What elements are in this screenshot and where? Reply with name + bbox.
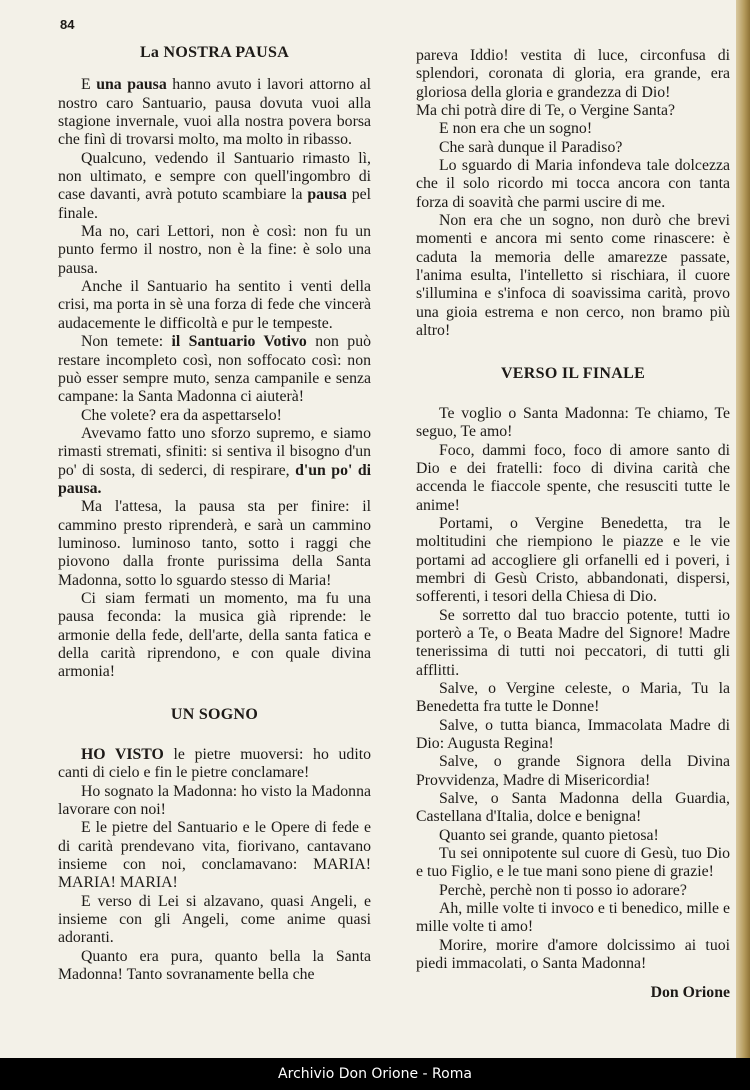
- paragraph: Te voglio o Santa Madonna: Te chiamo, Te seguo, Te amo!: [416, 404, 730, 441]
- paragraph: Perchè, perchè non ti posso io adorare?: [439, 881, 687, 899]
- page-edge: [736, 0, 750, 1090]
- paragraph: Quanto sei grande, quanto pietosa!: [439, 826, 659, 844]
- paragraph: Non era che un sogno, non durò che brevi momenti e ancora mi sento come rinascere: è caduta la memoria delle amarezze passate, l'anima esulta, l'intelletto si rischiara, il cuore s'illumina e s'infoca di soavissima carità, provo una gioia estrema e non cerco, non bramo più altro!: [416, 212, 730, 340]
- paragraph-text: Non temete:: [81, 333, 164, 351]
- paragraph-text: Avevamo fatto uno sforzo supremo, e siamo rimasti stremati, sfiniti: si sentiva il bisogno d'un po' di sosta, di sederci, di respirare,: [58, 424, 371, 479]
- paragraph: Tu sei onnipotente sul cuore di Gesù, tuo Dio e tuo Figlio, e le tue mani sono piene di grazie!: [416, 845, 730, 881]
- article-title-un-sogno: UN SOGNO: [170, 705, 259, 723]
- paragraph: [58, 333, 371, 406]
- paragraph: Morire, morire d'amore dolcissimo ai tuoi piedi immacolati, o Santa Madonna!: [416, 936, 730, 973]
- paragraph: Salve, o Vergine celeste, o Maria, Tu la Benedetta fra tutte le Donne!: [416, 680, 730, 716]
- paragraph: Salve, o tutta bianca, Immacolata Madre di Dio: Augusta Regina!: [416, 716, 730, 753]
- bold-text: pausa: [307, 186, 347, 204]
- paragraph: Ah, mille volte ti invoco e ti benedico, mille e mille volte ti amo!: [416, 900, 730, 936]
- paragraph: [58, 76, 371, 149]
- paragraph: [58, 425, 371, 498]
- signature: Don Orione: [650, 983, 730, 1001]
- paragraph: Che sarà dunque il Paradiso?: [439, 138, 623, 156]
- bold-text: d'un po' di pausa.: [58, 461, 371, 497]
- bold-text: il Santuario Votivo: [171, 333, 307, 351]
- paragraph: E verso di Lei si alzavano, quasi Angeli, e insieme con gli Angeli, come anime quasi adoranti.: [58, 892, 371, 947]
- paragraph: [58, 746, 371, 783]
- paragraph: Se sorretto dal tuo braccio potente, tutti io porterò a Te, o Beata Madre del Signore! Madre tenerissima di tutti noi peccatori, di tutti gli afflitti.: [416, 606, 730, 679]
- paragraph: [58, 150, 371, 223]
- paragraph: pareva Iddio! vestita di luce, circonfusa di splendori, coronata di gloria, era grande, era gloriosa della gloria e grandezza di Dio!: [416, 47, 730, 101]
- archive-footer: Archivio Don Orione - Roma: [0, 1058, 750, 1090]
- paragraph: Quanto era pura, quanto bella la Santa Madonna! Tanto sovranamente bella che: [58, 947, 371, 984]
- right-column: [416, 47, 730, 1002]
- paragraph-text: le pietre muoversi: ho udito canti di cielo e fin le pietre conclamare!: [58, 746, 371, 782]
- paragraph: Portami, o Vergine Benedetta, tra le moltitudini che riempiono le piazze e le vie portami ad accogliere gli orfanelli ed i poveri, i membri di Gesù Cristo, abbandonati, dispersi, sofferenti, i tesori della Chiesa di Dio.: [416, 514, 730, 606]
- left-column: [58, 44, 371, 985]
- paragraph: Ma l'attesa, la pausa sta per finire: il cammino presto riprenderà, e sarà un cammino luminoso. luminoso tanto, sotto i raggi che piovono dalla fronte purissima della Santa Madonna, sotto lo sguardo stesso di Maria!: [58, 498, 371, 589]
- paragraph: Ma no, cari Lettori, non è così: non fu un punto fermo il nostro, non è la fine: è solo una pausa.: [58, 223, 371, 277]
- bold-text: una pausa: [96, 76, 167, 94]
- paragraph: Anche il Santuario ha sentito i venti della crisi, ma porta in sè una forza di fede che vincerà audacemente le difficoltà e pur le tempeste.: [58, 278, 371, 332]
- article-title-nostra-pausa: La NOSTRA PAUSA: [139, 44, 290, 61]
- paragraph: Lo sguardo di Maria infondeva tale dolcezza che il solo ricordo mi tocca ancora con tanta forza di soavità che parmi uscire di me.: [416, 157, 730, 211]
- paragraph-text: hanno avuto i lavori attorno al nostro caro Santuario, pausa dovuta vuoi alla stagione invernale, vuoi alla nostra povera borsa che finì di trovarsi molto, ma molto in ribasso.: [58, 76, 372, 149]
- bold-text: HO VISTO: [81, 746, 164, 764]
- paragraph: Ho sognato la Madonna: ho visto la Madonna lavorare con noi!: [58, 782, 371, 819]
- paragraph: Foco, dammi foco, foco di amore santo di Dio e dei fratelli: foco di divina carità che accenda le fiaccole spente, che resusciti tutte le anime!: [416, 441, 730, 514]
- paragraph-text: Qualcuno, vedendo il Santuario rimasto lì, non ultimato, e sempre con quell'ingombro di case davanti, avrà potuto scambiare la: [58, 149, 371, 204]
- paragraph-text: non può restare incompleto così, non soffocato così: non può esser sempre muto, senza campanile e senza campane: la Santa Madonna ci aiuterà!: [58, 333, 372, 406]
- paragraph: E non era che un sogno!: [439, 120, 593, 138]
- paragraph: Salve, o Santa Madonna della Guardia, Castellana d'Italia, dolce e benigna!: [416, 790, 730, 826]
- paragraph: Ma chi potrà dire di Te, o Vergine Santa?: [416, 102, 676, 120]
- paragraph: Ci siam fermati un momento, ma fu una pausa feconda: la musica già riprende: le armonie della fede, dell'arte, della santa fatica e della carità riprendono, e con quale divina armonia!: [58, 589, 371, 681]
- paragraph-text: pel finale.: [58, 186, 371, 222]
- article-title-verso-il-finale: VERSO IL FINALE: [500, 364, 646, 382]
- paragraph-start: E: [81, 76, 91, 94]
- page-number: 84: [60, 17, 75, 32]
- paragraph: Che volete? era da aspettarselo!: [81, 406, 282, 424]
- paragraph: E le pietre del Santuario e le Opere di fede e di carità prendevano vita, fiorivano, cantavano insieme con noi, conclamavano: MARIA! MARIA! MARIA!: [58, 819, 371, 892]
- paragraph: Salve, o grande Signora della Divina Provvidenza, Madre di Misericordia!: [416, 753, 730, 789]
